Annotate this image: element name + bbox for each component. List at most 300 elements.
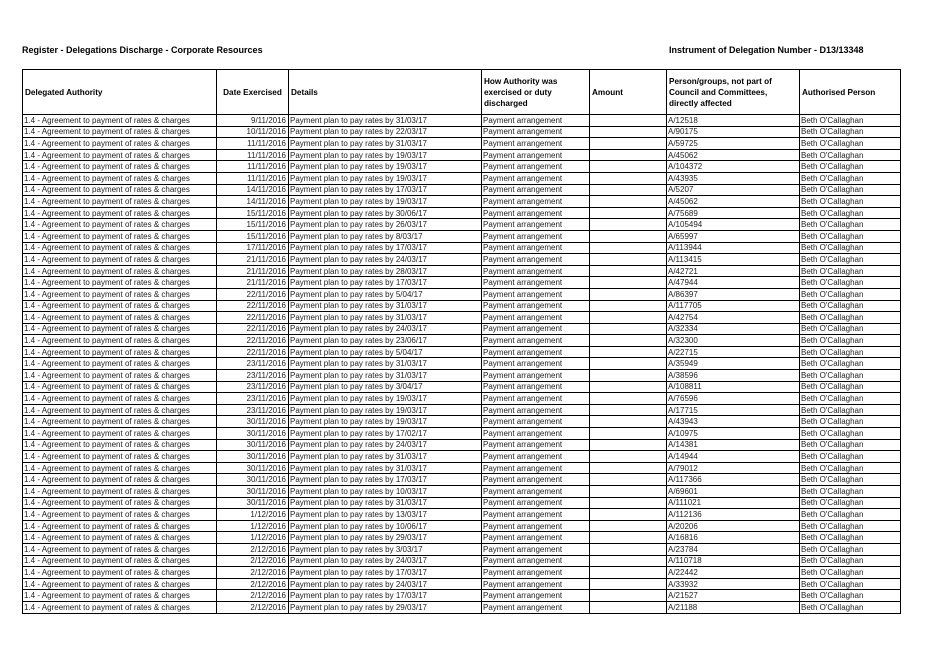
cell-delegated-authority: 1.4 - Agreement to payment of rates & charges (23, 288, 217, 300)
cell-date-exercised: 23/11/2016 (217, 370, 289, 382)
cell-authorised-person: Beth O'Callaghan (800, 567, 901, 579)
cell-date-exercised: 15/11/2016 (217, 230, 289, 242)
cell-how-exercised: Payment arrangement (482, 370, 590, 382)
cell-how-exercised: Payment arrangement (482, 543, 590, 555)
cell-delegated-authority: 1.4 - Agreement to payment of rates & charges (23, 230, 217, 242)
cell-amount (590, 462, 667, 474)
cell-how-exercised: Payment arrangement (482, 335, 590, 347)
cell-delegated-authority: 1.4 - Agreement to payment of rates & charges (23, 520, 217, 532)
table-row (23, 161, 901, 173)
cell-how-exercised: Payment arrangement (482, 590, 590, 602)
cell-authorised-person: Beth O'Callaghan (800, 219, 901, 231)
cell-delegated-authority: 1.4 - Agreement to payment of rates & charges (23, 323, 217, 335)
table-row (23, 149, 901, 161)
cell-amount (590, 323, 667, 335)
cell-amount (590, 404, 667, 416)
cell-how-exercised: Payment arrangement (482, 381, 590, 393)
table-row (23, 312, 901, 324)
table-row (23, 265, 901, 277)
cell-persons-affected: A/90175 (667, 126, 800, 138)
cell-details: Payment plan to pay rates by 19/03/17 (289, 161, 482, 173)
cell-persons-affected: A/65997 (667, 230, 800, 242)
cell-how-exercised: Payment arrangement (482, 207, 590, 219)
cell-amount (590, 265, 667, 277)
cell-delegated-authority: 1.4 - Agreement to payment of rates & charges (23, 532, 217, 544)
cell-details: Payment plan to pay rates by 3/04/17 (289, 381, 482, 393)
cell-persons-affected: A/59725 (667, 138, 800, 150)
cell-delegated-authority: 1.4 - Agreement to payment of rates & charges (23, 370, 217, 382)
cell-authorised-person: Beth O'Callaghan (800, 404, 901, 416)
cell-amount (590, 381, 667, 393)
table-row (23, 323, 901, 335)
cell-how-exercised: Payment arrangement (482, 184, 590, 196)
cell-details: Payment plan to pay rates by 28/03/17 (289, 265, 482, 277)
cell-details: Payment plan to pay rates by 31/03/17 (289, 370, 482, 382)
cell-authorised-person: Beth O'Callaghan (800, 451, 901, 463)
cell-how-exercised: Payment arrangement (482, 578, 590, 590)
cell-how-exercised: Payment arrangement (482, 346, 590, 358)
cell-details: Payment plan to pay rates by 5/04/17 (289, 288, 482, 300)
cell-date-exercised: 23/11/2016 (217, 381, 289, 393)
cell-authorised-person: Beth O'Callaghan (800, 300, 901, 312)
cell-details: Payment plan to pay rates by 8/03/17 (289, 230, 482, 242)
table-row (23, 451, 901, 463)
cell-date-exercised: 1/12/2016 (217, 509, 289, 521)
cell-delegated-authority: 1.4 - Agreement to payment of rates & charges (23, 509, 217, 521)
cell-persons-affected: A/45062 (667, 149, 800, 161)
col-persons-affected: Person/groups, not part of Council and Committees, directly affected (667, 70, 800, 115)
cell-details: Payment plan to pay rates by 17/02/17 (289, 428, 482, 440)
col-amount: Amount (590, 70, 667, 115)
cell-date-exercised: 15/11/2016 (217, 219, 289, 231)
cell-authorised-person: Beth O'Callaghan (800, 230, 901, 242)
table-row (23, 335, 901, 347)
cell-how-exercised: Payment arrangement (482, 439, 590, 451)
cell-persons-affected: A/47944 (667, 277, 800, 289)
cell-date-exercised: 15/11/2016 (217, 207, 289, 219)
cell-delegated-authority: 1.4 - Agreement to payment of rates & charges (23, 277, 217, 289)
cell-delegated-authority: 1.4 - Agreement to payment of rates & charges (23, 161, 217, 173)
table-row (23, 346, 901, 358)
col-how-exercised: How Authority was exercised or duty discharged (482, 70, 590, 115)
cell-date-exercised: 17/11/2016 (217, 242, 289, 254)
table-row (23, 578, 901, 590)
cell-date-exercised: 22/11/2016 (217, 300, 289, 312)
cell-details: Payment plan to pay rates by 19/03/17 (289, 404, 482, 416)
cell-details: Payment plan to pay rates by 17/03/17 (289, 474, 482, 486)
cell-how-exercised: Payment arrangement (482, 497, 590, 509)
table-row (23, 288, 901, 300)
cell-delegated-authority: 1.4 - Agreement to payment of rates & charges (23, 254, 217, 266)
cell-delegated-authority: 1.4 - Agreement to payment of rates & charges (23, 126, 217, 138)
table-row (23, 601, 901, 613)
cell-authorised-person: Beth O'Callaghan (800, 196, 901, 208)
cell-date-exercised: 14/11/2016 (217, 196, 289, 208)
cell-how-exercised: Payment arrangement (482, 404, 590, 416)
cell-authorised-person: Beth O'Callaghan (800, 370, 901, 382)
cell-date-exercised: 11/11/2016 (217, 161, 289, 173)
cell-persons-affected: A/117705 (667, 300, 800, 312)
cell-details: Payment plan to pay rates by 19/03/17 (289, 149, 482, 161)
cell-authorised-person: Beth O'Callaghan (800, 126, 901, 138)
cell-authorised-person: Beth O'Callaghan (800, 277, 901, 289)
cell-date-exercised: 22/11/2016 (217, 323, 289, 335)
col-date-exercised: Date Exercised (217, 70, 289, 115)
cell-how-exercised: Payment arrangement (482, 126, 590, 138)
cell-persons-affected: A/86397 (667, 288, 800, 300)
table-row (23, 370, 901, 382)
cell-authorised-person: Beth O'Callaghan (800, 335, 901, 347)
instrument-number: Instrument of Delegation Number - D13/13348 (669, 45, 864, 55)
cell-date-exercised: 30/11/2016 (217, 451, 289, 463)
cell-date-exercised: 14/11/2016 (217, 184, 289, 196)
cell-authorised-person: Beth O'Callaghan (800, 207, 901, 219)
table-row (23, 474, 901, 486)
cell-date-exercised: 30/11/2016 (217, 497, 289, 509)
cell-authorised-person: Beth O'Callaghan (800, 312, 901, 324)
cell-persons-affected: A/112136 (667, 509, 800, 521)
cell-amount (590, 486, 667, 498)
cell-amount (590, 520, 667, 532)
cell-authorised-person: Beth O'Callaghan (800, 115, 901, 127)
cell-persons-affected: A/110718 (667, 555, 800, 567)
cell-amount (590, 196, 667, 208)
cell-persons-affected: A/113944 (667, 242, 800, 254)
cell-delegated-authority: 1.4 - Agreement to payment of rates & charges (23, 184, 217, 196)
cell-details: Payment plan to pay rates by 17/03/17 (289, 277, 482, 289)
cell-amount (590, 497, 667, 509)
cell-authorised-person: Beth O'Callaghan (800, 138, 901, 150)
cell-delegated-authority: 1.4 - Agreement to payment of rates & charges (23, 601, 217, 613)
cell-how-exercised: Payment arrangement (482, 115, 590, 127)
cell-authorised-person: Beth O'Callaghan (800, 149, 901, 161)
table-row (23, 404, 901, 416)
cell-date-exercised: 30/11/2016 (217, 416, 289, 428)
cell-delegated-authority: 1.4 - Agreement to payment of rates & charges (23, 416, 217, 428)
table-row (23, 277, 901, 289)
cell-how-exercised: Payment arrangement (482, 532, 590, 544)
cell-amount (590, 230, 667, 242)
cell-authorised-person: Beth O'Callaghan (800, 288, 901, 300)
cell-date-exercised: 23/11/2016 (217, 393, 289, 405)
cell-details: Payment plan to pay rates by 29/03/17 (289, 601, 482, 613)
cell-amount (590, 288, 667, 300)
cell-amount (590, 161, 667, 173)
cell-authorised-person: Beth O'Callaghan (800, 520, 901, 532)
cell-how-exercised: Payment arrangement (482, 428, 590, 440)
cell-date-exercised: 1/12/2016 (217, 520, 289, 532)
cell-date-exercised: 30/11/2016 (217, 486, 289, 498)
cell-persons-affected: A/32334 (667, 323, 800, 335)
cell-date-exercised: 21/11/2016 (217, 277, 289, 289)
table-body (23, 115, 901, 614)
cell-authorised-person: Beth O'Callaghan (800, 172, 901, 184)
cell-how-exercised: Payment arrangement (482, 300, 590, 312)
cell-details: Payment plan to pay rates by 31/03/17 (289, 358, 482, 370)
table-row (23, 509, 901, 521)
table-row (23, 126, 901, 138)
cell-amount (590, 184, 667, 196)
cell-date-exercised: 10/11/2016 (217, 126, 289, 138)
cell-amount (590, 312, 667, 324)
cell-persons-affected: A/14381 (667, 439, 800, 451)
cell-amount (590, 578, 667, 590)
cell-persons-affected: A/17715 (667, 404, 800, 416)
cell-date-exercised: 22/11/2016 (217, 288, 289, 300)
cell-delegated-authority: 1.4 - Agreement to payment of rates & charges (23, 138, 217, 150)
cell-authorised-person: Beth O'Callaghan (800, 590, 901, 602)
table-row (23, 138, 901, 150)
cell-details: Payment plan to pay rates by 17/03/17 (289, 590, 482, 602)
cell-details: Payment plan to pay rates by 19/03/17 (289, 196, 482, 208)
cell-delegated-authority: 1.4 - Agreement to payment of rates & charges (23, 497, 217, 509)
cell-how-exercised: Payment arrangement (482, 323, 590, 335)
cell-amount (590, 428, 667, 440)
cell-date-exercised: 1/12/2016 (217, 532, 289, 544)
cell-date-exercised: 2/12/2016 (217, 555, 289, 567)
cell-persons-affected: A/32300 (667, 335, 800, 347)
cell-persons-affected: A/21527 (667, 590, 800, 602)
table-row (23, 358, 901, 370)
cell-authorised-person: Beth O'Callaghan (800, 346, 901, 358)
cell-amount (590, 335, 667, 347)
cell-date-exercised: 2/12/2016 (217, 578, 289, 590)
cell-details: Payment plan to pay rates by 31/03/17 (289, 462, 482, 474)
cell-delegated-authority: 1.4 - Agreement to payment of rates & charges (23, 451, 217, 463)
cell-delegated-authority: 1.4 - Agreement to payment of rates & charges (23, 439, 217, 451)
cell-how-exercised: Payment arrangement (482, 416, 590, 428)
cell-amount (590, 242, 667, 254)
cell-authorised-person: Beth O'Callaghan (800, 497, 901, 509)
cell-details: Payment plan to pay rates by 31/03/17 (289, 115, 482, 127)
table-row (23, 254, 901, 266)
cell-date-exercised: 30/11/2016 (217, 428, 289, 440)
cell-details: Payment plan to pay rates by 5/04/17 (289, 346, 482, 358)
cell-amount (590, 115, 667, 127)
col-details: Details (289, 70, 482, 115)
table-row (23, 486, 901, 498)
cell-how-exercised: Payment arrangement (482, 462, 590, 474)
cell-persons-affected: A/23784 (667, 543, 800, 555)
cell-date-exercised: 22/11/2016 (217, 346, 289, 358)
cell-authorised-person: Beth O'Callaghan (800, 393, 901, 405)
table-row (23, 230, 901, 242)
cell-delegated-authority: 1.4 - Agreement to payment of rates & charges (23, 555, 217, 567)
cell-details: Payment plan to pay rates by 31/03/17 (289, 497, 482, 509)
cell-date-exercised: 22/11/2016 (217, 312, 289, 324)
cell-amount (590, 277, 667, 289)
cell-how-exercised: Payment arrangement (482, 265, 590, 277)
cell-details: Payment plan to pay rates by 26/03/17 (289, 219, 482, 231)
cell-amount (590, 509, 667, 521)
cell-how-exercised: Payment arrangement (482, 219, 590, 231)
cell-amount (590, 555, 667, 567)
cell-delegated-authority: 1.4 - Agreement to payment of rates & charges (23, 115, 217, 127)
cell-delegated-authority: 1.4 - Agreement to payment of rates & charges (23, 381, 217, 393)
cell-authorised-person: Beth O'Callaghan (800, 578, 901, 590)
cell-date-exercised: 2/12/2016 (217, 567, 289, 579)
table-row (23, 462, 901, 474)
cell-details: Payment plan to pay rates by 19/03/17 (289, 172, 482, 184)
cell-persons-affected: A/42754 (667, 312, 800, 324)
cell-how-exercised: Payment arrangement (482, 138, 590, 150)
cell-authorised-person: Beth O'Callaghan (800, 543, 901, 555)
cell-amount (590, 451, 667, 463)
cell-authorised-person: Beth O'Callaghan (800, 416, 901, 428)
cell-delegated-authority: 1.4 - Agreement to payment of rates & charges (23, 474, 217, 486)
cell-amount (590, 346, 667, 358)
cell-details: Payment plan to pay rates by 31/03/17 (289, 138, 482, 150)
cell-details: Payment plan to pay rates by 19/03/17 (289, 416, 482, 428)
cell-details: Payment plan to pay rates by 24/03/17 (289, 578, 482, 590)
cell-how-exercised: Payment arrangement (482, 254, 590, 266)
cell-authorised-person: Beth O'Callaghan (800, 462, 901, 474)
cell-persons-affected: A/21188 (667, 601, 800, 613)
cell-persons-affected: A/105494 (667, 219, 800, 231)
cell-amount (590, 474, 667, 486)
cell-details: Payment plan to pay rates by 17/03/17 (289, 184, 482, 196)
cell-persons-affected: A/69601 (667, 486, 800, 498)
cell-persons-affected: A/38596 (667, 370, 800, 382)
cell-amount (590, 207, 667, 219)
table-row (23, 497, 901, 509)
cell-date-exercised: 23/11/2016 (217, 358, 289, 370)
cell-amount (590, 219, 667, 231)
cell-persons-affected: A/43935 (667, 172, 800, 184)
cell-date-exercised: 30/11/2016 (217, 462, 289, 474)
cell-details: Payment plan to pay rates by 29/03/17 (289, 532, 482, 544)
cell-date-exercised: 2/12/2016 (217, 590, 289, 602)
cell-date-exercised: 30/11/2016 (217, 474, 289, 486)
cell-how-exercised: Payment arrangement (482, 601, 590, 613)
table-row (23, 381, 901, 393)
cell-amount (590, 567, 667, 579)
col-delegated-authority: Delegated Authority (23, 70, 217, 115)
cell-how-exercised: Payment arrangement (482, 555, 590, 567)
table-row (23, 207, 901, 219)
cell-date-exercised: 22/11/2016 (217, 335, 289, 347)
cell-details: Payment plan to pay rates by 10/03/17 (289, 486, 482, 498)
cell-how-exercised: Payment arrangement (482, 312, 590, 324)
cell-date-exercised: 11/11/2016 (217, 138, 289, 150)
cell-amount (590, 532, 667, 544)
cell-authorised-person: Beth O'Callaghan (800, 555, 901, 567)
cell-persons-affected: A/10975 (667, 428, 800, 440)
cell-persons-affected: A/42721 (667, 265, 800, 277)
table-row (23, 184, 901, 196)
cell-authorised-person: Beth O'Callaghan (800, 509, 901, 521)
cell-how-exercised: Payment arrangement (482, 520, 590, 532)
cell-how-exercised: Payment arrangement (482, 149, 590, 161)
cell-date-exercised: 23/11/2016 (217, 404, 289, 416)
cell-amount (590, 138, 667, 150)
cell-amount (590, 393, 667, 405)
cell-delegated-authority: 1.4 - Agreement to payment of rates & charges (23, 578, 217, 590)
cell-how-exercised: Payment arrangement (482, 486, 590, 498)
cell-delegated-authority: 1.4 - Agreement to payment of rates & charges (23, 358, 217, 370)
cell-persons-affected: A/35949 (667, 358, 800, 370)
cell-persons-affected: A/12518 (667, 115, 800, 127)
cell-persons-affected: A/22715 (667, 346, 800, 358)
cell-delegated-authority: 1.4 - Agreement to payment of rates & charges (23, 543, 217, 555)
cell-details: Payment plan to pay rates by 31/03/17 (289, 300, 482, 312)
table-row (23, 115, 901, 127)
cell-delegated-authority: 1.4 - Agreement to payment of rates & charges (23, 312, 217, 324)
cell-delegated-authority: 1.4 - Agreement to payment of rates & charges (23, 207, 217, 219)
cell-persons-affected: A/33932 (667, 578, 800, 590)
cell-delegated-authority: 1.4 - Agreement to payment of rates & charges (23, 346, 217, 358)
cell-amount (590, 416, 667, 428)
cell-amount (590, 590, 667, 602)
cell-authorised-person: Beth O'Callaghan (800, 242, 901, 254)
cell-date-exercised: 11/11/2016 (217, 149, 289, 161)
table-row (23, 219, 901, 231)
cell-authorised-person: Beth O'Callaghan (800, 161, 901, 173)
table-row (23, 300, 901, 312)
table-row (23, 393, 901, 405)
cell-amount (590, 300, 667, 312)
cell-persons-affected: A/20206 (667, 520, 800, 532)
cell-persons-affected: A/79012 (667, 462, 800, 474)
table-row (23, 555, 901, 567)
cell-authorised-person: Beth O'Callaghan (800, 532, 901, 544)
cell-how-exercised: Payment arrangement (482, 451, 590, 463)
cell-amount (590, 358, 667, 370)
cell-date-exercised: 21/11/2016 (217, 254, 289, 266)
cell-details: Payment plan to pay rates by 24/03/17 (289, 439, 482, 451)
cell-details: Payment plan to pay rates by 30/06/17 (289, 207, 482, 219)
register-title: Register - Delegations Discharge - Corporate Resources (22, 45, 263, 55)
cell-authorised-person: Beth O'Callaghan (800, 428, 901, 440)
cell-delegated-authority: 1.4 - Agreement to payment of rates & charges (23, 242, 217, 254)
cell-how-exercised: Payment arrangement (482, 358, 590, 370)
cell-delegated-authority: 1.4 - Agreement to payment of rates & charges (23, 335, 217, 347)
table-row (23, 439, 901, 451)
cell-how-exercised: Payment arrangement (482, 230, 590, 242)
cell-persons-affected: A/104372 (667, 161, 800, 173)
cell-date-exercised: 2/12/2016 (217, 543, 289, 555)
cell-persons-affected: A/43943 (667, 416, 800, 428)
cell-date-exercised: 9/11/2016 (217, 115, 289, 127)
cell-date-exercised: 2/12/2016 (217, 601, 289, 613)
cell-authorised-person: Beth O'Callaghan (800, 254, 901, 266)
table-row (23, 520, 901, 532)
cell-how-exercised: Payment arrangement (482, 288, 590, 300)
cell-persons-affected: A/45062 (667, 196, 800, 208)
cell-amount (590, 172, 667, 184)
table-row (23, 172, 901, 184)
col-authorised-person: Authorised Person (800, 70, 901, 115)
cell-amount (590, 370, 667, 382)
table-row (23, 242, 901, 254)
cell-delegated-authority: 1.4 - Agreement to payment of rates & charges (23, 393, 217, 405)
cell-delegated-authority: 1.4 - Agreement to payment of rates & charges (23, 196, 217, 208)
cell-details: Payment plan to pay rates by 19/03/17 (289, 393, 482, 405)
cell-delegated-authority: 1.4 - Agreement to payment of rates & charges (23, 300, 217, 312)
cell-persons-affected: A/117366 (667, 474, 800, 486)
cell-amount (590, 254, 667, 266)
delegations-table (22, 69, 901, 614)
cell-authorised-person: Beth O'Callaghan (800, 601, 901, 613)
cell-delegated-authority: 1.4 - Agreement to payment of rates & charges (23, 404, 217, 416)
cell-details: Payment plan to pay rates by 17/03/17 (289, 242, 482, 254)
cell-how-exercised: Payment arrangement (482, 161, 590, 173)
cell-delegated-authority: 1.4 - Agreement to payment of rates & charges (23, 486, 217, 498)
cell-delegated-authority: 1.4 - Agreement to payment of rates & charges (23, 567, 217, 579)
cell-persons-affected: A/14944 (667, 451, 800, 463)
cell-details: Payment plan to pay rates by 23/06/17 (289, 335, 482, 347)
cell-amount (590, 543, 667, 555)
